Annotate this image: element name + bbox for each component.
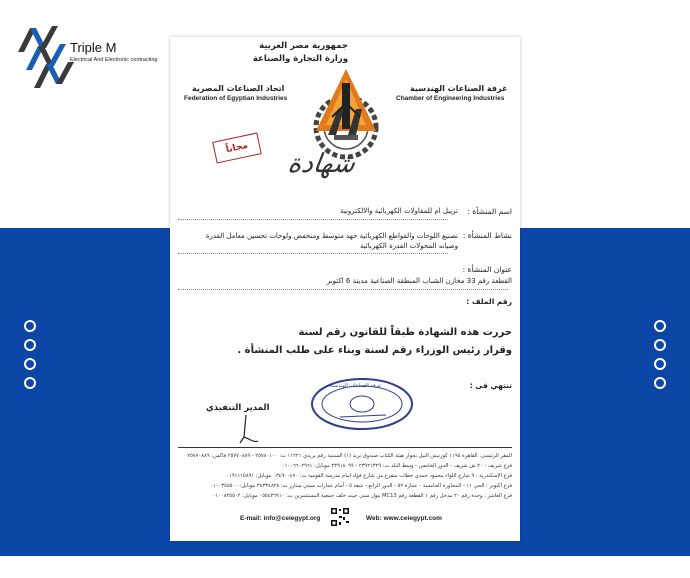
dot-icon <box>654 377 666 389</box>
decree-line-1: حررت هذه الشهادة طبقاً للقانون رقم لسنة <box>298 327 512 338</box>
footer-line: فرع الإسكندرية : ٩ شارع اللواء محمود حمدي خطاب متفرع من شارع فؤاد امام مدرسة القومية ت: ٠٣٤٩٠٠٤٧٠ موبايل: ٠١٩١١١٥٨٩١ <box>226 473 512 479</box>
dot-icon <box>654 320 666 332</box>
right-dots-decoration <box>654 320 666 396</box>
chamber-name-arabic: غرفة الصناعات الهندسية <box>410 84 508 93</box>
certificate-document <box>170 37 520 541</box>
signatory-label: المدير التنفيذي <box>206 403 270 413</box>
federation-name-english: Federation of Egyptian Industries <box>184 95 288 102</box>
free-stamp: مجاناً <box>212 132 262 163</box>
dotted-line <box>178 219 448 220</box>
decree-line-2: وقرار رئيس الوزراء رقم لسنة وبناء على طلب المنشأة . <box>237 345 512 356</box>
seal-text: غرفة الصناعات الهندسية <box>330 383 381 389</box>
brand-name: Triple M <box>70 40 117 55</box>
dot-icon <box>654 358 666 370</box>
dot-icon <box>24 320 36 332</box>
federation-name-arabic: اتحاد الصناعات المصرية <box>192 84 285 93</box>
brand-tagline: Electrical And Electronic contracting <box>70 57 158 63</box>
footer-line: فرع العاشر : وحدة رقم ٢٠ مدخل رقم ١ القطعة رقم MC13 مول ستي جيت خلف جمعية المستثمرين ت: ٠٥٥٤٣٦٩١٠ موبايل: ٠١٠٠٨٢٥٥٠٢ <box>212 493 512 499</box>
chamber-name-english: Chamber of Engineering Industries <box>396 95 505 102</box>
dotted-line <box>178 253 448 254</box>
dot-icon <box>24 377 36 389</box>
left-dots-decoration <box>24 320 36 396</box>
triple-m-logo-icon <box>14 18 184 92</box>
dotted-line <box>178 289 508 290</box>
company-name-label: اسم المنشأة : <box>467 207 512 216</box>
dot-icon <box>24 358 36 370</box>
activity-label: نشاط المنشأة : <box>462 231 512 240</box>
dot-icon <box>24 339 36 351</box>
expiry-label: تنتهي فى : <box>469 381 512 390</box>
qr-code-icon <box>330 507 350 527</box>
address-label: عنوان المنشأة : <box>462 265 512 274</box>
dot-icon <box>654 339 666 351</box>
address-value: القطعة رقم 33 مخازن الشباب المنطقة الصناعية مدينة 6 اكتوبر <box>326 277 512 285</box>
website-text: Web: www.ceiegypt.com <box>366 515 442 522</box>
footer-rule <box>178 447 512 448</box>
activity-value-line1: تصنيع اللوحات والقواطع الكهربائية جهد متوسط ومنخفض ولوحات تحسين معامل القدرة <box>205 232 458 240</box>
footer-line: فرع اكتوبر : الحي ١١ - المجاورة الخامسة - عمارة ٥٢ - الدور الرابع - شقة ٥ - أمام عمارات سيتي ستارز ت: ٣٨٣٣٤٨٢٨ موبايل: ٠١٠٠٣٥٥٥٠٠ <box>210 483 512 489</box>
signature-icon <box>226 413 266 447</box>
email-text: E-mail: info@ceiegypt.org <box>240 515 321 522</box>
file-number-label: رقم الملف : <box>466 297 512 306</box>
certificate-title: شهادة <box>285 149 358 179</box>
republic-heading: جمهورية مصر العربية <box>259 41 348 51</box>
activity-value-line2: وصيانه المحولات القدرة الكهربائية <box>359 242 458 250</box>
ministry-heading: وزارة التجارة والصناعة <box>252 54 348 64</box>
footer-line: فرع شريف : ٢٠ ش شريف - الدور الخامس - وسط البلد ت: ٢٣٩٢١٣٢٩ - ٢٣٩١٨٠٩٩ موبايل: ٠١٠٠٦٦٠٢٩٦١ <box>281 463 512 469</box>
footer-line: المقر الرئيسي: القاهرة ١١٩٥ كورنيش النيل بجوار هيئة الكتاب صندوق بريد (١) السبتية رقم بريدي ١١٢٢١ ت: ٢٥٧٨٠١٠٠ - ٢٥٧٧٠٨٨٩ فاكس: ٢٥٧٧٠٨٨٩ <box>187 453 512 459</box>
company-name-value: تريبل ام للمقاولات الكهربائية والالكترونية <box>340 207 458 215</box>
